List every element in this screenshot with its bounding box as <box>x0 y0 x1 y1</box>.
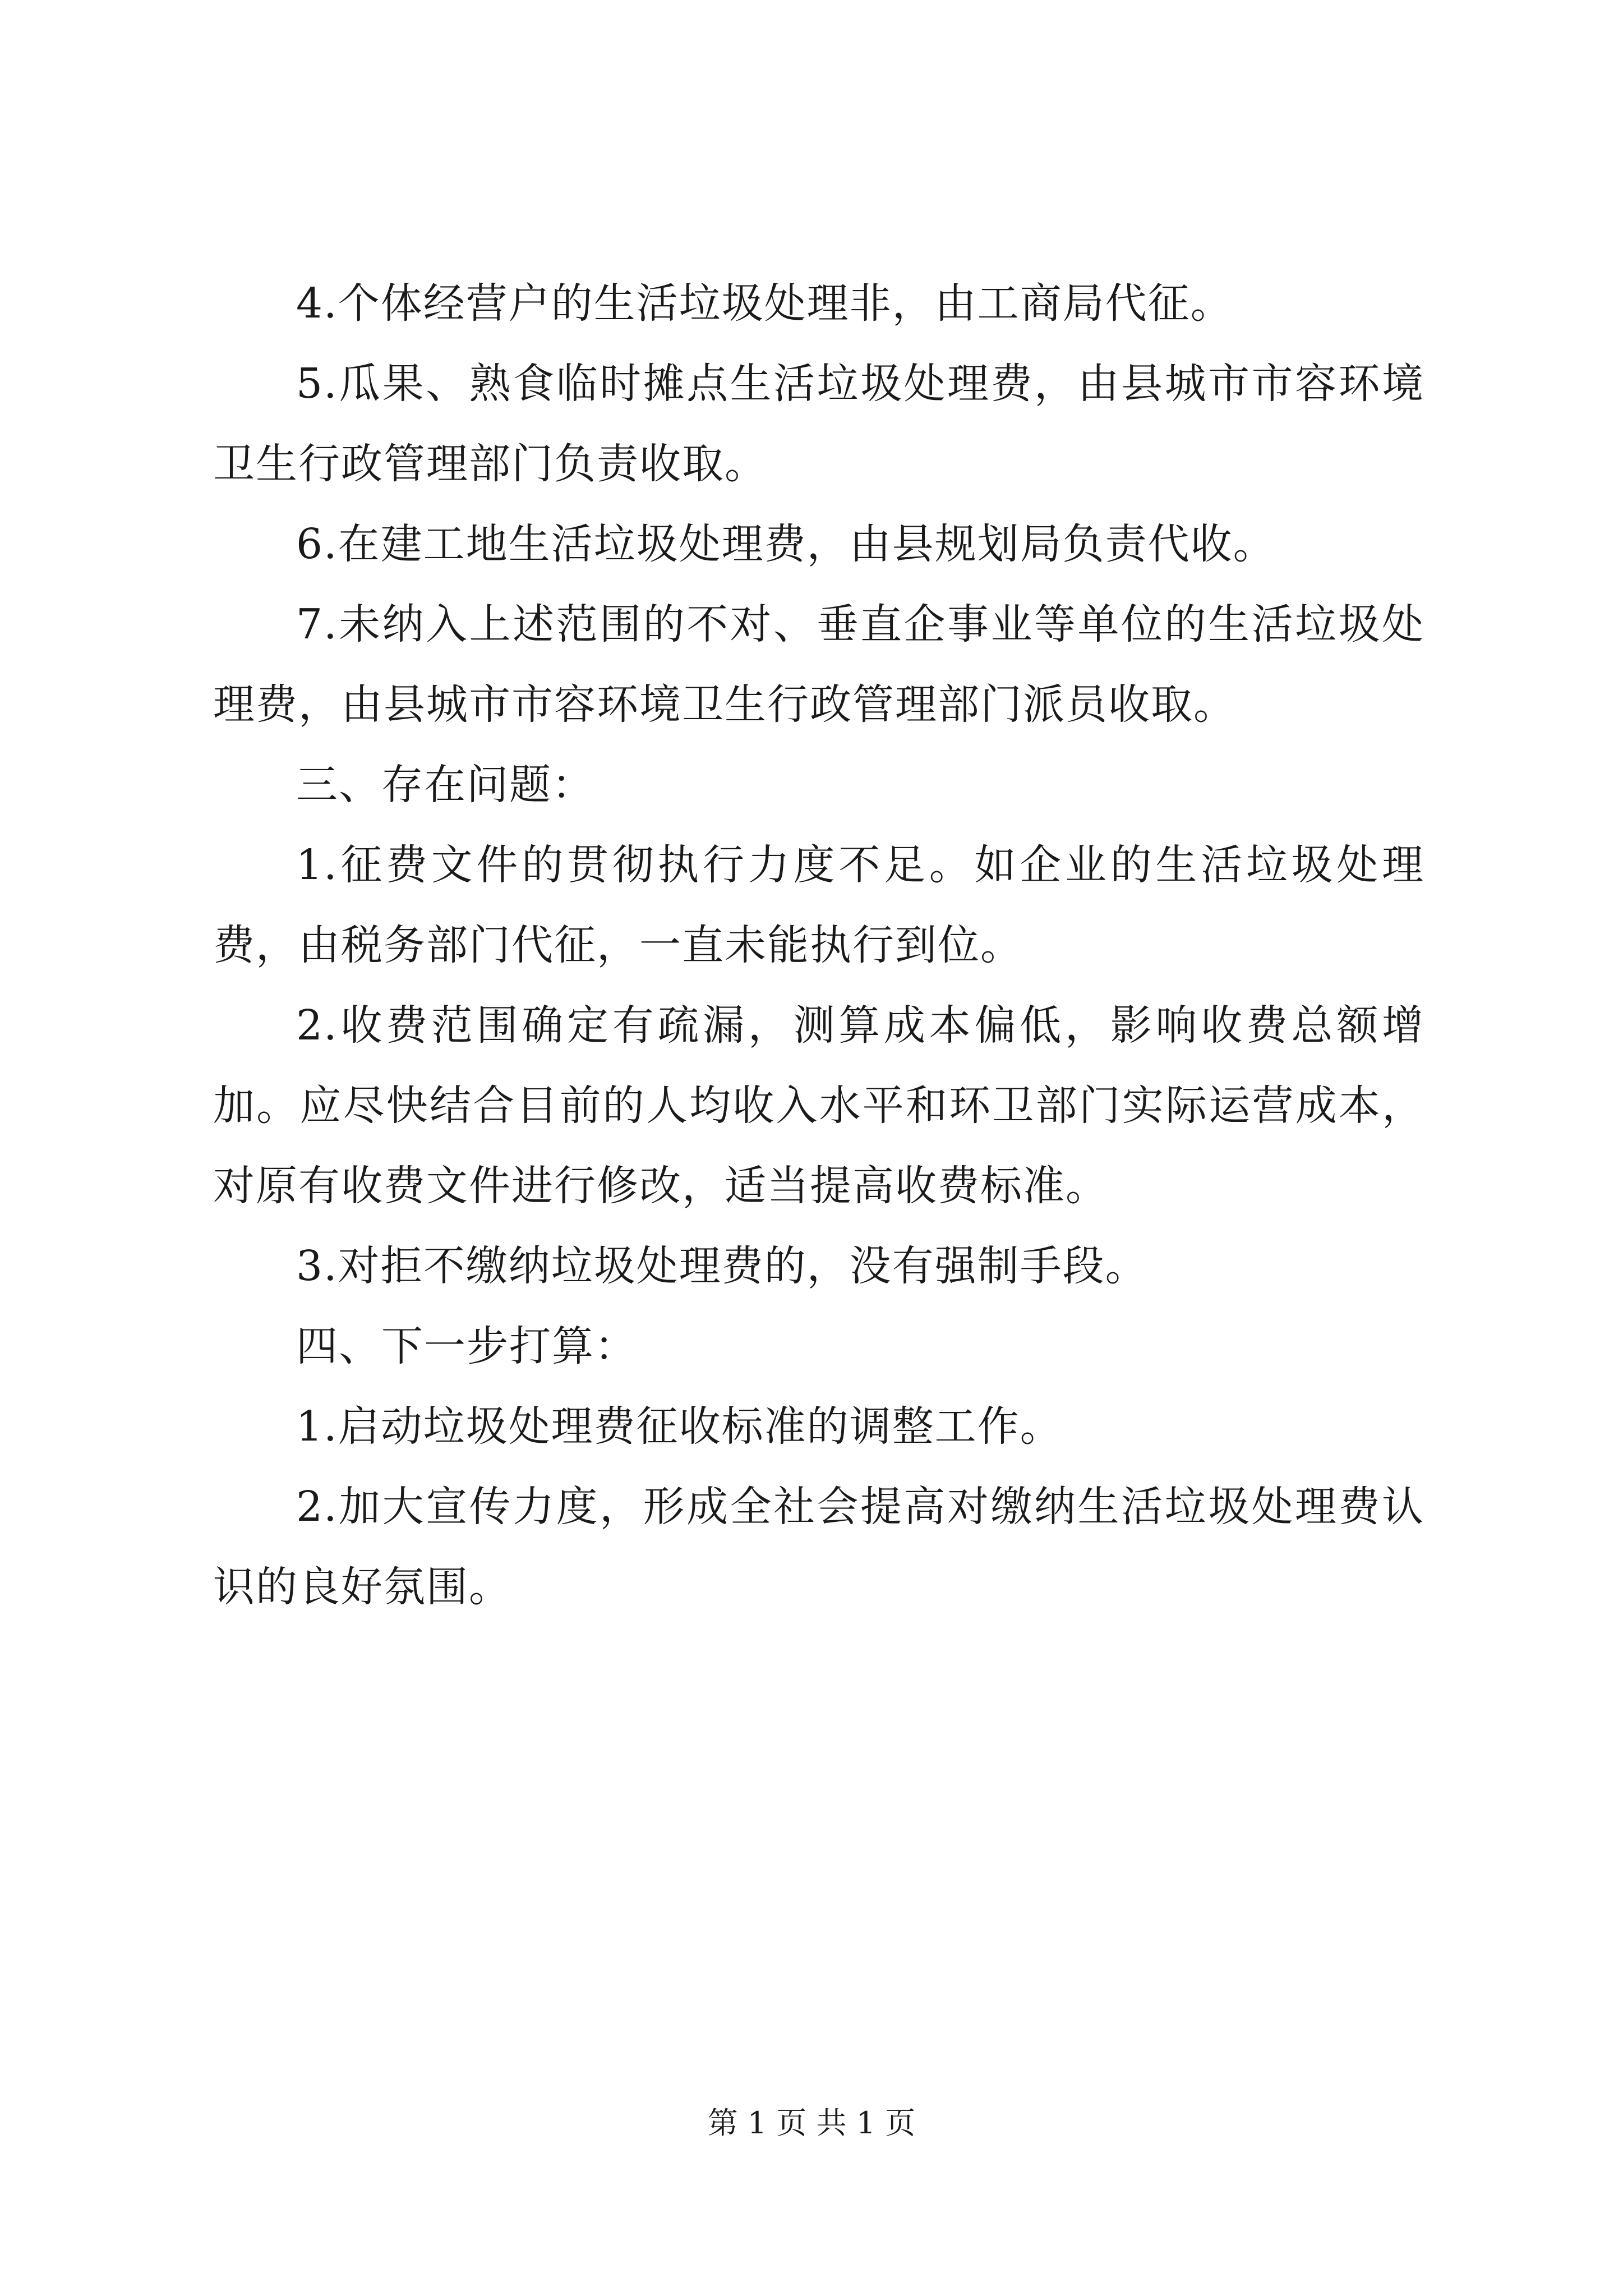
paragraph-item-7: 7.未纳入上述范围的不对、垂直企事业等单位的生活垃圾处理费，由县城市市容环境卫生行政管理部门派员收取。 <box>213 600 1424 729</box>
paragraph-item-6: 6.在建工地生活垃圾处理费，由县规划局负责代收。 <box>296 520 1276 568</box>
paragraph-item-5: 5.瓜果、熟食临时摊点生活垃圾处理费，由县城市市容环境卫生行政管理部门负责收取。 <box>213 360 1424 488</box>
section-heading-next-steps: 四、下一步打算： <box>296 1322 637 1370</box>
next-step-item-1: 1.启动垃圾处理费征收标准的调整工作。 <box>296 1402 1063 1451</box>
problem-item-1: 1.征费文件的贯彻执行力度不足。如企业的生活垃圾处理费，由税务部门代征，一直未能执行到位。 <box>213 841 1424 969</box>
problem-item-2: 2.收费范围确定有疏漏，测算成本偏低，影响收费总额增加。应尽快结合目前的人均收入水平和环卫部门实际运营成本，对原有收费文件进行修改，适当提高收费标准。 <box>213 1001 1424 1210</box>
document-body <box>213 264 1424 1627</box>
section-heading-problems: 三、存在问题： <box>296 761 594 809</box>
paragraph-item-4: 4.个体经营户的生活垃圾处理非，由工商局代征。 <box>296 279 1233 328</box>
page-footer: 第 1 页 共 1 页 <box>707 2105 916 2141</box>
next-step-item-2: 2.加大宣传力度，形成全社会提高对缴纳生活垃圾处理费认识的良好氛围。 <box>213 1483 1424 1611</box>
problem-item-3: 3.对拒不缴纳垃圾处理费的，没有强制手段。 <box>296 1242 1148 1290</box>
